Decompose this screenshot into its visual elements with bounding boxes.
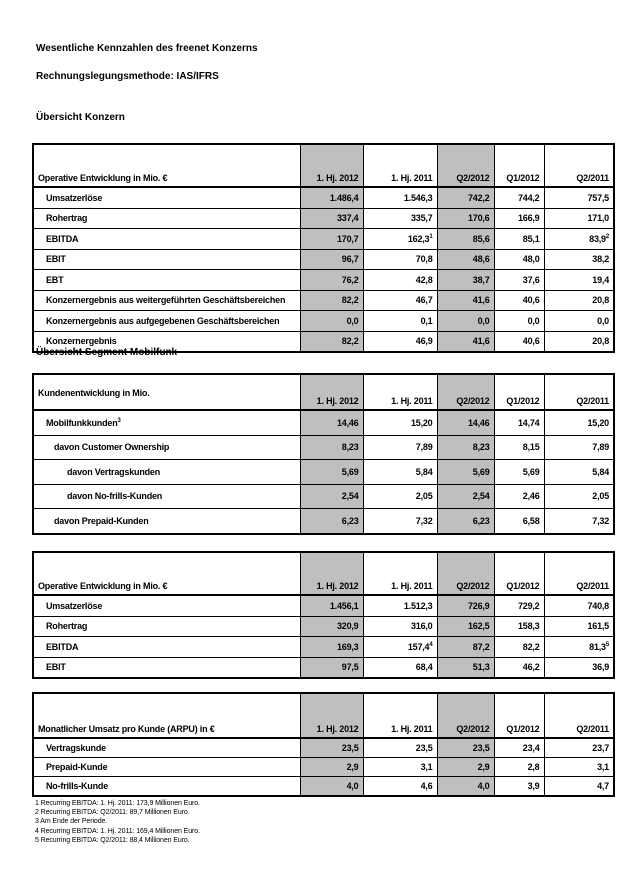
footnote-marker: 5 (605, 641, 609, 648)
row-label: davon Customer Ownership (33, 435, 300, 460)
value-cell: 4,0 (300, 777, 363, 797)
value-cell: 5,84 (363, 460, 437, 485)
value-cell: 5,69 (437, 460, 494, 485)
value-cell: 3,1 (544, 758, 614, 777)
value-cell: 1.456,1 (300, 595, 363, 616)
footnote-2: 2 Recurring EBITDA: Q2/2011: 89,7 Millionen Euro. (35, 809, 190, 817)
table-konzern-operativ (32, 143, 615, 353)
value-cell: 15,20 (544, 410, 614, 435)
value-cell: 7,32 (363, 509, 437, 534)
row-label: Vertragskunde (33, 738, 300, 758)
column-header: Q2/2012 (437, 144, 494, 187)
value-cell: 76,2 (300, 270, 363, 291)
value-cell: 744,2 (494, 187, 544, 208)
column-header: 1. Hj. 2011 (363, 374, 437, 410)
value-cell: 7,89 (544, 435, 614, 460)
table-row (33, 270, 614, 291)
row-label: Konzernergebnis aus aufgegebenen Geschäftsbereichen (33, 311, 300, 332)
row-label: EBITDA (33, 637, 300, 658)
table-row (33, 435, 614, 460)
value-cell: 8,23 (300, 435, 363, 460)
value-cell: 0,0 (494, 311, 544, 332)
value-cell: 14,46 (300, 410, 363, 435)
column-header: Q2/2012 (437, 374, 494, 410)
column-header: 1. Hj. 2012 (300, 693, 363, 738)
footnote-4: 4 Recurring EBITDA: 1. Hj. 2011: 169,4 Millionen Euro. (35, 827, 200, 835)
column-header: 1. Hj. 2011 (363, 144, 437, 187)
row-label: Umsatzerlöse (33, 187, 300, 208)
value-cell: 85,1 (494, 229, 544, 250)
section-title-mobilfunk: Übersicht Segment Mobilfunk (36, 347, 178, 358)
value-cell: 0,0 (300, 311, 363, 332)
page-title: Wesentliche Kennzahlen des freenet Konzerns (36, 43, 258, 54)
value-cell: 23,4 (494, 738, 544, 758)
column-header: Q1/2012 (494, 374, 544, 410)
value-cell: 740,8 (544, 595, 614, 616)
value-cell: 40,6 (494, 290, 544, 311)
value-cell: 46,7 (363, 290, 437, 311)
row-label: EBT (33, 270, 300, 291)
column-header: 1. Hj. 2012 (300, 552, 363, 595)
table-row (33, 187, 614, 208)
value-cell: 2,46 (494, 484, 544, 509)
value-cell: 757,5 (544, 187, 614, 208)
value-cell: 23,5 (300, 738, 363, 758)
value-cell: 37,6 (494, 270, 544, 291)
value-cell: 20,8 (544, 331, 614, 352)
table-row (33, 657, 614, 678)
value-cell: 2,05 (544, 484, 614, 509)
value-cell: 5,84 (544, 460, 614, 485)
value-cell: 320,9 (300, 616, 363, 637)
value-cell: 42,8 (363, 270, 437, 291)
value-cell: 7,89 (363, 435, 437, 460)
value-cell: 170,6 (437, 208, 494, 229)
value-cell: 23,7 (544, 738, 614, 758)
value-cell: 316,0 (363, 616, 437, 637)
table-row (33, 777, 614, 797)
row-label: davon Vertragskunden (33, 460, 300, 485)
table-row (33, 229, 614, 250)
value-cell: 70,8 (363, 249, 437, 270)
value-cell: 162,3$^1$ (363, 229, 437, 250)
value-cell: 15,20 (363, 410, 437, 435)
value-cell: 4,0 (437, 777, 494, 797)
row-label: Rohertrag (33, 208, 300, 229)
value-cell: 2,9 (437, 758, 494, 777)
row-label: EBITDA (33, 229, 300, 250)
value-cell: 96,7 (300, 249, 363, 270)
table-row (33, 595, 614, 616)
value-cell: 46,2 (494, 657, 544, 678)
footnote-1: 1 Recurring EBITDA: 1. Hj. 2011: 173,9 Millionen Euro. (35, 800, 200, 807)
footnotes (35, 799, 200, 845)
value-cell: 335,7 (363, 208, 437, 229)
value-cell: 41,6 (437, 290, 494, 311)
value-cell: 14,46 (437, 410, 494, 435)
value-cell: 51,3 (437, 657, 494, 678)
table-row (33, 290, 614, 311)
value-cell: 82,2 (300, 331, 363, 352)
value-cell: 742,2 (437, 187, 494, 208)
column-header: Q2/2012 (437, 552, 494, 595)
value-cell: 40,6 (494, 331, 544, 352)
header-row (33, 374, 614, 410)
value-cell: 726,9 (437, 595, 494, 616)
value-cell: 3,9 (494, 777, 544, 797)
table-mobilfunk-operativ (32, 551, 615, 679)
value-cell: 2,8 (494, 758, 544, 777)
value-cell: 3,1 (363, 758, 437, 777)
header-row (33, 144, 614, 187)
column-header: Q2/2011 (544, 552, 614, 595)
value-cell: 8,23 (437, 435, 494, 460)
column-header: Q1/2012 (494, 693, 544, 738)
column-header: Q2/2011 (544, 374, 614, 410)
table-row (33, 738, 614, 758)
value-cell: 41,6 (437, 331, 494, 352)
value-cell: 166,9 (494, 208, 544, 229)
value-cell: 5,69 (494, 460, 544, 485)
table-row (33, 410, 614, 435)
column-header: Q2/2012 (437, 693, 494, 738)
accounting-method-subtitle: Rechnungslegungsmethode: IAS/IFRS (36, 71, 219, 82)
row-label: davon No-frills-Kunden (33, 484, 300, 509)
column-header: Q1/2012 (494, 144, 544, 187)
table-row (33, 509, 614, 534)
value-cell: 2,54 (300, 484, 363, 509)
value-cell: 337,4 (300, 208, 363, 229)
table-mobilfunk-kunden (32, 373, 615, 535)
table-row (33, 637, 614, 658)
table-row (33, 616, 614, 637)
table-row (33, 311, 614, 332)
value-cell: 0,0 (437, 311, 494, 332)
value-cell: 83,9$^2$ (544, 229, 614, 250)
column-header: 1. Hj. 2012 (300, 144, 363, 187)
value-cell: 2,05 (363, 484, 437, 509)
value-cell: 68,4 (363, 657, 437, 678)
value-cell: 6,58 (494, 509, 544, 534)
table-row (33, 484, 614, 509)
value-cell: 82,2 (494, 637, 544, 658)
table-row (33, 249, 614, 270)
value-cell: 48,6 (437, 249, 494, 270)
row-label: davon Prepaid-Kunden (33, 509, 300, 534)
column-header: 1. Hj. 2011 (363, 552, 437, 595)
value-cell: 14,74 (494, 410, 544, 435)
footnote-3: 3 Am Ende der Periode. (35, 818, 108, 826)
value-cell: 81,3$^5$ (544, 637, 614, 658)
row-label: Rohertrag (33, 616, 300, 637)
value-cell: 46,9 (363, 331, 437, 352)
column-header: Q2/2011 (544, 693, 614, 738)
column-header: 1. Hj. 2011 (363, 693, 437, 738)
value-cell: 158,3 (494, 616, 544, 637)
value-cell: 6,23 (300, 509, 363, 534)
value-cell: 82,2 (300, 290, 363, 311)
value-cell: 38,2 (544, 249, 614, 270)
value-cell: 1.546,3 (363, 187, 437, 208)
table-row (33, 208, 614, 229)
table-row (33, 758, 614, 777)
value-cell: 0,0 (544, 311, 614, 332)
value-cell: 19,4 (544, 270, 614, 291)
row-label: Mobilfunkkunden$^3$ (33, 410, 300, 435)
header-row (33, 693, 614, 738)
row-label: EBIT (33, 657, 300, 678)
row-group-header: Monatlicher Umsatz pro Kunde (ARPU) in € (33, 693, 300, 738)
value-cell: 157,4$^4$ (363, 637, 437, 658)
row-label: Konzernergebnis (33, 331, 300, 352)
row-label: Konzernergebnis aus weitergeführten Geschäftsbereichen (33, 290, 300, 311)
row-group-header: Kundenentwicklung in Mio. (33, 374, 300, 410)
value-cell: 7,32 (544, 509, 614, 534)
value-cell: 4,6 (363, 777, 437, 797)
footnote-marker: 3 (117, 417, 121, 424)
column-header: 1. Hj. 2012 (300, 374, 363, 410)
value-cell: 170,7 (300, 229, 363, 250)
value-cell: 162,5 (437, 616, 494, 637)
value-cell: 1.486,4 (300, 187, 363, 208)
value-cell: 169,3 (300, 637, 363, 658)
row-label: Prepaid-Kunde (33, 758, 300, 777)
value-cell: 171,0 (544, 208, 614, 229)
value-cell: 161,5 (544, 616, 614, 637)
header-row (33, 552, 614, 595)
value-cell: 36,9 (544, 657, 614, 678)
value-cell: 0,1 (363, 311, 437, 332)
footnote-marker: 2 (605, 233, 609, 240)
value-cell: 38,7 (437, 270, 494, 291)
value-cell: 20,8 (544, 290, 614, 311)
value-cell: 2,54 (437, 484, 494, 509)
row-label: EBIT (33, 249, 300, 270)
footnote-marker: 4 (429, 641, 433, 648)
value-cell: 4,7 (544, 777, 614, 797)
row-label: No-frills-Kunde (33, 777, 300, 797)
value-cell: 729,2 (494, 595, 544, 616)
value-cell: 1.512,3 (363, 595, 437, 616)
column-header: Q2/2011 (544, 144, 614, 187)
table-row (33, 460, 614, 485)
value-cell: 2,9 (300, 758, 363, 777)
footnote-5: 5 Recurring EBITDA: Q2/2011: 88,4 Millionen Euro. (35, 836, 190, 844)
row-label: Umsatzerlöse (33, 595, 300, 616)
value-cell: 6,23 (437, 509, 494, 534)
column-header: Q1/2012 (494, 552, 544, 595)
table-mobilfunk-arpu (32, 692, 615, 797)
value-cell: 85,6 (437, 229, 494, 250)
value-cell: 87,2 (437, 637, 494, 658)
footnote-marker: 1 (429, 233, 433, 240)
value-cell: 8,15 (494, 435, 544, 460)
value-cell: 97,5 (300, 657, 363, 678)
row-group-header: Operative Entwicklung in Mio. € (33, 552, 300, 595)
value-cell: 23,5 (363, 738, 437, 758)
row-group-header: Operative Entwicklung in Mio. € (33, 144, 300, 187)
value-cell: 23,5 (437, 738, 494, 758)
section-title-konzern: Übersicht Konzern (36, 112, 125, 123)
value-cell: 48,0 (494, 249, 544, 270)
value-cell: 5,69 (300, 460, 363, 485)
